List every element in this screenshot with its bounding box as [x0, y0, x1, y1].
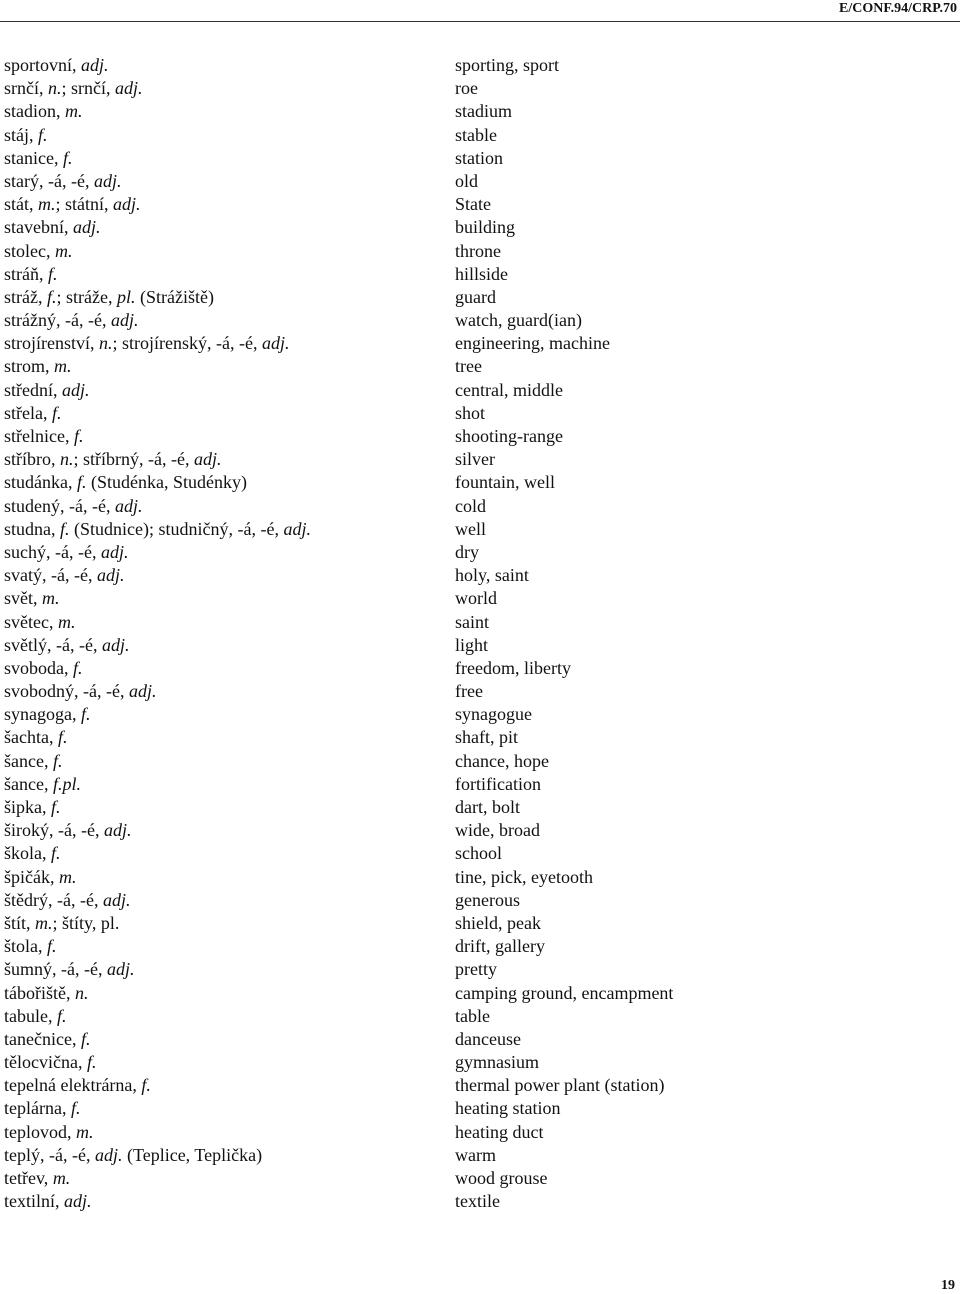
english-translation: dry [455, 541, 479, 562]
term-text: špičák, [4, 866, 59, 887]
term-text: stříbro, [4, 449, 60, 470]
grammar-label: m. [58, 866, 77, 887]
grammar-label: adj. [106, 959, 135, 980]
glossary-entry [4, 216, 954, 239]
czech-term [4, 286, 214, 309]
glossary-entry [4, 819, 954, 842]
glossary-entry [4, 958, 954, 981]
english-translation: camping ground, encampment [455, 982, 674, 1003]
grammar-label: f.pl. [52, 773, 81, 794]
term-text: šumný, -á, -é, [4, 959, 107, 980]
glossary-entry [4, 912, 954, 935]
glossary-entry [4, 1167, 954, 1190]
grammar-label: adj. [94, 1144, 123, 1165]
czech-term [4, 124, 48, 147]
grammar-label: m. [57, 611, 76, 632]
czech-term [4, 1190, 92, 1213]
english-translation: fountain, well [455, 472, 555, 493]
czech-term [4, 611, 75, 634]
czech-term [4, 332, 289, 355]
term-text: teplý, -á, -é, [4, 1144, 95, 1165]
grammar-label: f. [60, 518, 70, 539]
grammar-label: f. [56, 1005, 67, 1026]
glossary-entry [4, 193, 954, 216]
czech-term [4, 1121, 94, 1144]
english-translation: sporting, sport [455, 55, 560, 75]
grammar-label: m. [54, 356, 72, 377]
czech-term [4, 750, 63, 773]
glossary-entry [4, 263, 954, 286]
glossary-entry [4, 842, 954, 865]
glossary-entry [4, 564, 954, 587]
english-translation: shooting-range [455, 426, 563, 446]
term-text: šance, [4, 750, 53, 771]
term-text: (Strážiště) [135, 286, 214, 307]
grammar-label: m. [35, 912, 53, 933]
czech-term [4, 982, 88, 1005]
english-translation: shaft, pit [455, 727, 518, 748]
term-text: šachta, [4, 727, 58, 748]
glossary-entry [4, 773, 954, 796]
term-text: starý, -á, -é, [4, 170, 94, 191]
grammar-label: f. [38, 124, 48, 145]
grammar-label: adj. [114, 495, 143, 516]
english-translation: pretty [455, 959, 497, 980]
term-text: stadion, [4, 101, 65, 122]
glossary-entry [4, 1190, 954, 1213]
czech-term [4, 518, 311, 541]
term-text: šipka, [4, 797, 51, 817]
term-text: stráň, [4, 263, 48, 284]
grammar-label: f. [47, 936, 57, 957]
term-text: ; strojírenský, -á, -é, [112, 333, 262, 354]
glossary-entry [4, 1028, 954, 1051]
page-number: 19 [941, 1278, 955, 1293]
glossary-entry [4, 1144, 954, 1167]
grammar-label: adj. [261, 333, 290, 354]
english-translation: saint [455, 611, 489, 632]
grammar-label: m. [65, 101, 83, 122]
english-translation: tine, pick, eyetooth [455, 866, 593, 887]
czech-term [4, 379, 90, 402]
term-text: studna, [4, 518, 60, 539]
glossary-entry [4, 982, 954, 1005]
english-translation: wood grouse [455, 1168, 548, 1188]
czech-term [4, 77, 143, 100]
english-translation: chance, hope [455, 750, 549, 771]
term-text: střelnice, [4, 426, 74, 446]
glossary-entry [4, 355, 954, 378]
grammar-label: adj. [100, 541, 129, 562]
term-text: sportovní, [4, 55, 82, 75]
english-translation: hillside [455, 263, 508, 284]
grammar-label: f. [48, 263, 58, 284]
czech-term [4, 1097, 80, 1120]
term-text: svatý, -á, -é, [4, 565, 97, 586]
grammar-label: f. [51, 843, 61, 864]
glossary-entry [4, 634, 954, 657]
term-text: (Teplice, Teplička) [122, 1144, 263, 1165]
czech-term [4, 726, 68, 749]
term-text: tanečnice, [4, 1028, 81, 1049]
czech-term [4, 634, 129, 657]
english-translation: drift, gallery [455, 936, 545, 957]
grammar-label: adj. [110, 310, 139, 331]
grammar-label: f. [73, 426, 84, 446]
term-text: tábořiště, [4, 982, 75, 1003]
grammar-label: f. [70, 1098, 81, 1119]
english-translation: world [455, 588, 497, 609]
english-translation: silver [455, 449, 495, 470]
term-text: štola, [4, 936, 47, 957]
grammar-label: m. [38, 194, 56, 215]
term-text: tepelná elektrárna, [4, 1075, 142, 1096]
czech-term [4, 147, 73, 170]
grammar-label: adj. [113, 194, 141, 215]
grammar-label: f. [80, 704, 91, 725]
czech-term [4, 587, 60, 610]
english-translation: warm [455, 1144, 496, 1165]
grammar-label: f. [51, 402, 62, 423]
term-text: světlý, -á, -é, [4, 634, 102, 655]
czech-term [4, 448, 221, 471]
grammar-label: m. [76, 1121, 94, 1142]
glossary-entry [4, 703, 954, 726]
glossary-entry [4, 796, 954, 819]
glossary-entry [4, 541, 954, 564]
english-translation: freedom, liberty [455, 657, 571, 678]
grammar-label: adj. [115, 78, 143, 99]
glossary-entry [4, 726, 954, 749]
term-text: svobodný, -á, -é, [4, 681, 129, 702]
term-text: studený, -á, -é, [4, 495, 115, 516]
english-translation: cold [455, 495, 486, 516]
term-text: svoboda, [4, 657, 73, 678]
glossary-entry [4, 124, 954, 147]
grammar-label: n. [74, 982, 89, 1003]
english-translation: shield, peak [455, 912, 541, 933]
term-text: škola, [4, 843, 51, 864]
czech-term [4, 471, 247, 494]
glossary-entry [4, 587, 954, 610]
grammar-label: adj. [101, 634, 130, 655]
czech-term [4, 1144, 262, 1167]
glossary-entry [4, 935, 954, 958]
grammar-label: m. [55, 240, 73, 261]
glossary-entry [4, 1051, 954, 1074]
grammar-label: n. [99, 333, 113, 354]
term-text: ; stráže, [56, 286, 117, 307]
grammar-label: adj. [73, 217, 101, 238]
grammar-label: f. [51, 797, 61, 817]
grammar-label: adj. [102, 889, 131, 910]
glossary-entry [4, 495, 954, 518]
glossary-entry [4, 147, 954, 170]
term-text: strážný, -á, -é, [4, 310, 111, 331]
glossary-entry [4, 750, 954, 773]
czech-term [4, 657, 83, 680]
document-symbol: E/CONF.94/CRP.70 [839, 1, 957, 16]
grammar-label: adj. [128, 681, 157, 702]
czech-term [4, 564, 124, 587]
czech-term [4, 216, 101, 239]
czech-term [4, 240, 73, 263]
term-text: stolec, [4, 240, 55, 261]
glossary-entry [4, 657, 954, 680]
glossary-entry [4, 889, 954, 912]
english-translation: school [455, 843, 502, 864]
term-text: ; státní, [55, 194, 113, 215]
czech-term [4, 263, 58, 286]
term-text: ; štíty, pl. [52, 912, 120, 933]
grammar-label: n. [60, 449, 74, 470]
czech-term [4, 309, 138, 332]
glossary-entry [4, 1005, 954, 1028]
grammar-label: f. [62, 147, 73, 168]
grammar-label: pl. [116, 286, 136, 307]
grammar-label: adj. [283, 518, 311, 539]
glossary-entry [4, 100, 954, 123]
english-translation: watch, guard(ian) [455, 310, 582, 331]
glossary-entry [4, 402, 954, 425]
term-text: teplovod, [4, 1121, 76, 1142]
english-translation: roe [455, 78, 478, 99]
grammar-label: m. [42, 588, 60, 609]
czech-term [4, 935, 57, 958]
czech-term [4, 1005, 67, 1028]
term-text: strom, [4, 356, 55, 377]
term-text: strojírenství, [4, 333, 99, 354]
glossary-entry [4, 471, 954, 494]
term-text: střela, [4, 402, 52, 423]
english-translation: building [455, 217, 516, 238]
czech-term [4, 1167, 70, 1190]
english-translation: old [455, 170, 479, 191]
glossary-entry [4, 1121, 954, 1144]
glossary-entry [4, 379, 954, 402]
grammar-label: f. [73, 657, 83, 678]
english-translation: heating duct [455, 1121, 544, 1142]
grammar-label: adj. [64, 1191, 92, 1212]
czech-term [4, 402, 62, 425]
term-text: stavební, [4, 217, 73, 238]
grammar-label: adj. [193, 449, 222, 470]
grammar-label: adj. [81, 55, 109, 75]
term-text: svět, [4, 588, 42, 609]
glossary-entry [4, 611, 954, 634]
term-text: štědrý, -á, -é, [4, 889, 103, 910]
czech-term [4, 796, 61, 819]
czech-term [4, 1028, 90, 1051]
term-text: stráž, [4, 286, 47, 307]
glossary-entry [4, 425, 954, 448]
english-translation: station [455, 147, 503, 168]
glossary-list [4, 54, 954, 1213]
term-text: tělocvična, [4, 1052, 87, 1073]
english-translation: textile [455, 1191, 500, 1212]
glossary-entry [4, 518, 954, 541]
grammar-label: f. [80, 1028, 91, 1049]
glossary-entry [4, 286, 954, 309]
term-text: stát, [4, 194, 38, 215]
english-translation: free [455, 681, 483, 702]
glossary-entry [4, 309, 954, 332]
czech-term [4, 819, 131, 842]
czech-term [4, 355, 72, 378]
term-text: textilní, [4, 1191, 64, 1212]
grammar-label: f. [76, 472, 87, 493]
czech-term [4, 170, 121, 193]
english-translation: wide, broad [455, 820, 540, 841]
english-translation: heating station [455, 1098, 561, 1119]
term-text: suchý, -á, -é, [4, 541, 101, 562]
czech-term [4, 866, 76, 889]
czech-term [4, 703, 91, 726]
term-text: synagoga, [4, 704, 81, 725]
english-translation: synagogue [455, 704, 532, 725]
term-text: (Studénka, Studénky) [86, 472, 247, 493]
grammar-label: n. [48, 78, 62, 99]
term-text: šance, [4, 773, 53, 794]
grammar-label: f. [86, 1052, 97, 1073]
english-translation: well [455, 518, 486, 539]
czech-term [4, 680, 157, 703]
english-translation: guard [455, 286, 496, 307]
term-text: ; srnčí, [61, 78, 115, 99]
english-translation: gymnasium [455, 1052, 539, 1073]
czech-term [4, 1074, 151, 1097]
english-translation: light [455, 634, 489, 655]
term-text: tetřev, [4, 1168, 53, 1188]
czech-term [4, 773, 81, 796]
term-text: teplárna, [4, 1098, 71, 1119]
grammar-label: f. [46, 286, 57, 307]
term-text: srnčí, [4, 78, 48, 99]
czech-term [4, 889, 130, 912]
term-text: ; stříbrný, -á, -é, [73, 449, 194, 470]
english-translation: throne [455, 240, 501, 261]
glossary-entry [4, 448, 954, 471]
czech-term [4, 842, 61, 865]
grammar-label: m. [52, 1168, 71, 1188]
term-text: štít, [4, 912, 36, 933]
czech-term [4, 54, 109, 77]
english-translation: engineering, machine [455, 333, 610, 354]
english-translation: thermal power plant (station) [455, 1075, 665, 1096]
czech-term [4, 193, 141, 216]
glossary-entry [4, 54, 954, 77]
english-translation: dart, bolt [455, 797, 520, 817]
czech-term [4, 912, 119, 935]
term-text: (Studnice); studničný, -á, -é, [69, 518, 284, 539]
grammar-label: f. [57, 727, 68, 748]
czech-term [4, 495, 142, 518]
term-text: střední, [4, 379, 62, 400]
term-text: studánka, [4, 472, 77, 493]
glossary-entry [4, 240, 954, 263]
english-translation: holy, saint [455, 565, 529, 586]
grammar-label: f. [141, 1075, 151, 1096]
english-translation: tree [455, 356, 482, 377]
czech-term [4, 100, 83, 123]
glossary-entry [4, 332, 954, 355]
english-translation: generous [455, 889, 520, 910]
glossary-entry [4, 170, 954, 193]
english-translation: danceuse [455, 1028, 521, 1049]
glossary-entry [4, 1097, 954, 1120]
czech-term [4, 958, 135, 981]
glossary-entry [4, 77, 954, 100]
grammar-label: f. [52, 750, 63, 771]
term-text: široký, -á, -é, [4, 820, 104, 841]
glossary-entry [4, 866, 954, 889]
english-translation: central, middle [455, 379, 563, 400]
czech-term [4, 541, 128, 564]
grammar-label: adj. [96, 565, 125, 586]
english-translation: stadium [455, 101, 512, 122]
term-text: světec, [4, 611, 58, 632]
english-translation: stable [455, 124, 497, 145]
english-translation: State [455, 194, 491, 215]
glossary-entry [4, 1074, 954, 1097]
english-translation: table [455, 1005, 490, 1026]
grammar-label: adj. [93, 170, 122, 191]
grammar-label: adj. [62, 379, 90, 400]
term-text: stáj, [4, 124, 38, 145]
glossary-entry [4, 680, 954, 703]
term-text: tabule, [4, 1005, 57, 1026]
header-rule [0, 21, 960, 22]
czech-term [4, 425, 84, 448]
czech-term [4, 1051, 96, 1074]
term-text: stanice, [4, 147, 63, 168]
grammar-label: adj. [103, 820, 132, 841]
english-translation: shot [455, 402, 486, 423]
english-translation: fortification [455, 773, 541, 794]
